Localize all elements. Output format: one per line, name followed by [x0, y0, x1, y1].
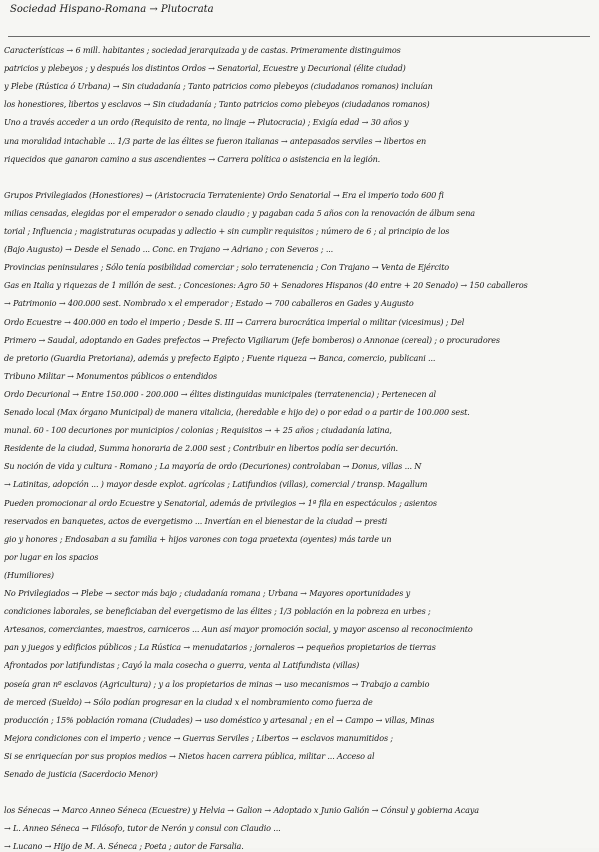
note-line: los honestiores, libertos y esclavos → Sin ciudadanía ; Tanto patricios como plebeyos (ciudadanos romanos)	[4, 99, 430, 110]
note-line: Senado de justicia (Sacerdocio Menor)	[4, 769, 158, 779]
note-line: → Patrimonio → 400.000 sest. Nombrado x el emperador ; Estado → 700 caballeros en Gades y Augusto	[4, 298, 414, 309]
note-line: condiciones laborales, se beneficiaban del evergetismo de las élites ; 1/3 población en la pobreza en urbes ;	[4, 606, 431, 617]
note-line: gio y honores ; Endosaban a su familia + hijos varones con toga praetexta (oyentes) más tarde un	[4, 533, 392, 544]
note-line: reservados en banquetes, actos de evergetismo ... Invertían en el bienestar de la ciudad → presti	[4, 515, 388, 526]
note-line: Características → 6 mill. habitantes ; sociedad jerarquizada y de castas. Primeramente distinguimos	[4, 45, 401, 55]
note-line: por lugar en los spacios	[4, 551, 99, 562]
page-title: Sociedad Hispano-Romana → Plutocrata	[10, 4, 214, 15]
note-line: Mejora condiciones con el imperio ; vence → Guerras Serviles ; Libertos → esclavos manumitidos ;	[4, 732, 393, 743]
note-line: y Plebe (Rústica ó Urbana) → Sin ciudadanía ; Tanto patricios como plebeyos (ciudadanos romanos) incluían	[4, 81, 433, 92]
note-line: torial ; Influencia ; magistraturas ocupadas y adlectio + sin cumplir requisitos ; número de 6 ; al principio de los	[4, 226, 450, 236]
note-line: Provincias peninsulares ; Sólo tenía posibilidad comerciar ; solo terratenencia ; Con Trajano → Venta de Ejército	[4, 262, 450, 273]
note-line: Afrontados por latifundistas ; Cayó la mala cosecha o guerra, venta al Latifundista (villas)	[4, 660, 360, 671]
note-line: No Privilegiados → Plebe → sector más bajo ; ciudadanía romana ; Urbana → Mayores oportunidades y	[4, 588, 411, 598]
note-line: → Lucano → Hijo de M. A. Séneca ; Poeta ; autor de Farsalia.	[4, 841, 244, 852]
note-line: Tribuno Militar → Monumentos públicos o entendidos	[4, 370, 218, 381]
section-divider	[8, 36, 590, 37]
note-line: (Bajo Augusto) → Desde el Senado ... Conc. en Trajano → Adriano ; con Severos ; ...	[4, 244, 334, 255]
note-line: → Latinitas, adopción ... ) mayor desde explot. agrícolas ; Latifundios (villas), comercial / transp. Magallum	[4, 479, 428, 490]
note-line: Residente de la ciudad, Summa honoraria de 2.000 sest ; Contribuir en libertos podía ser decurión.	[4, 443, 398, 454]
note-line: poseía gran nº esclavos (Agricultura) ; y a los propietarios de minas → uso mecanismos → Trabajo a cambio	[4, 678, 430, 689]
note-line: Primero → Saudal, adoptando en Gades prefectos → Prefecto Vigiliarum (Jefe bomberos) o Annonae (cereal) ; o procuradores	[4, 334, 500, 345]
note-line: Ordo Ecuestre → 400.000 en todo el imperio ; Desde S. III → Carrera burocrática imperial o militar (vicesimus) ; Del	[4, 316, 465, 327]
note-line: milias censadas, elegidas por el emperador o senado claudio ; y pagaban cada 5 años con la renovación de álbum sena	[4, 207, 475, 218]
note-line: una moralidad intachable ... 1/3 parte de las élites se fueron italianas → antepasados serviles → libertos en	[4, 135, 427, 146]
note-line: → L. Anneo Séneca → Filósofo, tutor de Nerón y consul con Claudio ...	[4, 823, 281, 834]
note-line: Si se enriquecían por sus propios medios → Nietos hacen carrera pública, militar ... Acceso al	[4, 750, 375, 761]
note-line: Senado local (Max órgano Municipal) de manera vitalicia, (heredable e hijo de) o por edad o a partir de 100.000 sest.	[4, 407, 470, 417]
note-line: Uno a través acceder a un ordo (Requisito de renta, no linaje → Plutocracia) ; Exigía edad → 30 años y	[4, 117, 409, 128]
note-line: patricios y plebeyos ; y después los distintos Ordos → Senatorial, Ecuestre y Decurional (élite ciudad)	[4, 63, 406, 74]
note-line: Su noción de vida y cultura - Romano ; La mayoría de ordo (Decuriones) controlaban → Donus, villas ... N	[4, 461, 422, 472]
note-line: producción ; 15% población romana (Ciudades) → uso doméstico y artesanal ; en el → Campo → villas, Minas	[4, 714, 435, 725]
note-line: de pretorio (Guardia Pretoriana), además y prefecto Egipto ; Fuente riqueza → Banca, comercio, publicani ...	[4, 352, 436, 363]
note-line: Pueden promocionar al ordo Ecuestre y Senatorial, además de privilegios → 1ª fila en espectáculos ; asientos	[4, 497, 437, 508]
note-line: Ordo Decurional → Entre 150.000 - 200.000 → élites distinguidas municipales (terratenencia) ; Pertenecen al	[4, 388, 436, 399]
note-line: pan y juegos y edificios públicos ; La Rústica → menudatarios ; jornaleros → pequeños propietarios de tierras	[4, 642, 436, 653]
note-line: (Humiliores)	[4, 569, 54, 580]
note-line: Grupos Privilegiados (Honestiores) → (Aristocracia Terrateniente) Ordo Senatorial → Era el imperio todo 600 fi	[4, 189, 444, 200]
note-line: de merced (Sueldo) → Sólo podían progresar en la ciudad x el nombramiento como fuerza de	[4, 696, 373, 707]
note-line: Artesanos, comerciantes, maestros, carniceros ... Aun así mayor promoción social, y mayor ascenso al reconocimiento	[4, 624, 473, 635]
note-line: munal. 60 - 100 decuriones por municipios / colonias ; Requisitos → + 25 años ; ciudadanía latina,	[4, 425, 392, 436]
note-line: riquecidos que ganaron camino a sus ascendientes → Carrera política o asistencia en la legión.	[4, 153, 381, 164]
note-line: Gas en Italia y riquezas de 1 millón de sest. ; Concesiones: Agro 50 + Senadores Hispanos (40 entre + 20 Senado) → 150 caballeros	[4, 280, 528, 291]
note-line: los Sénecas → Marco Anneo Séneca (Ecuestre) y Helvia → Galion → Adoptado x Junio Galión → Cónsul y gobierna Acaya	[4, 805, 479, 816]
